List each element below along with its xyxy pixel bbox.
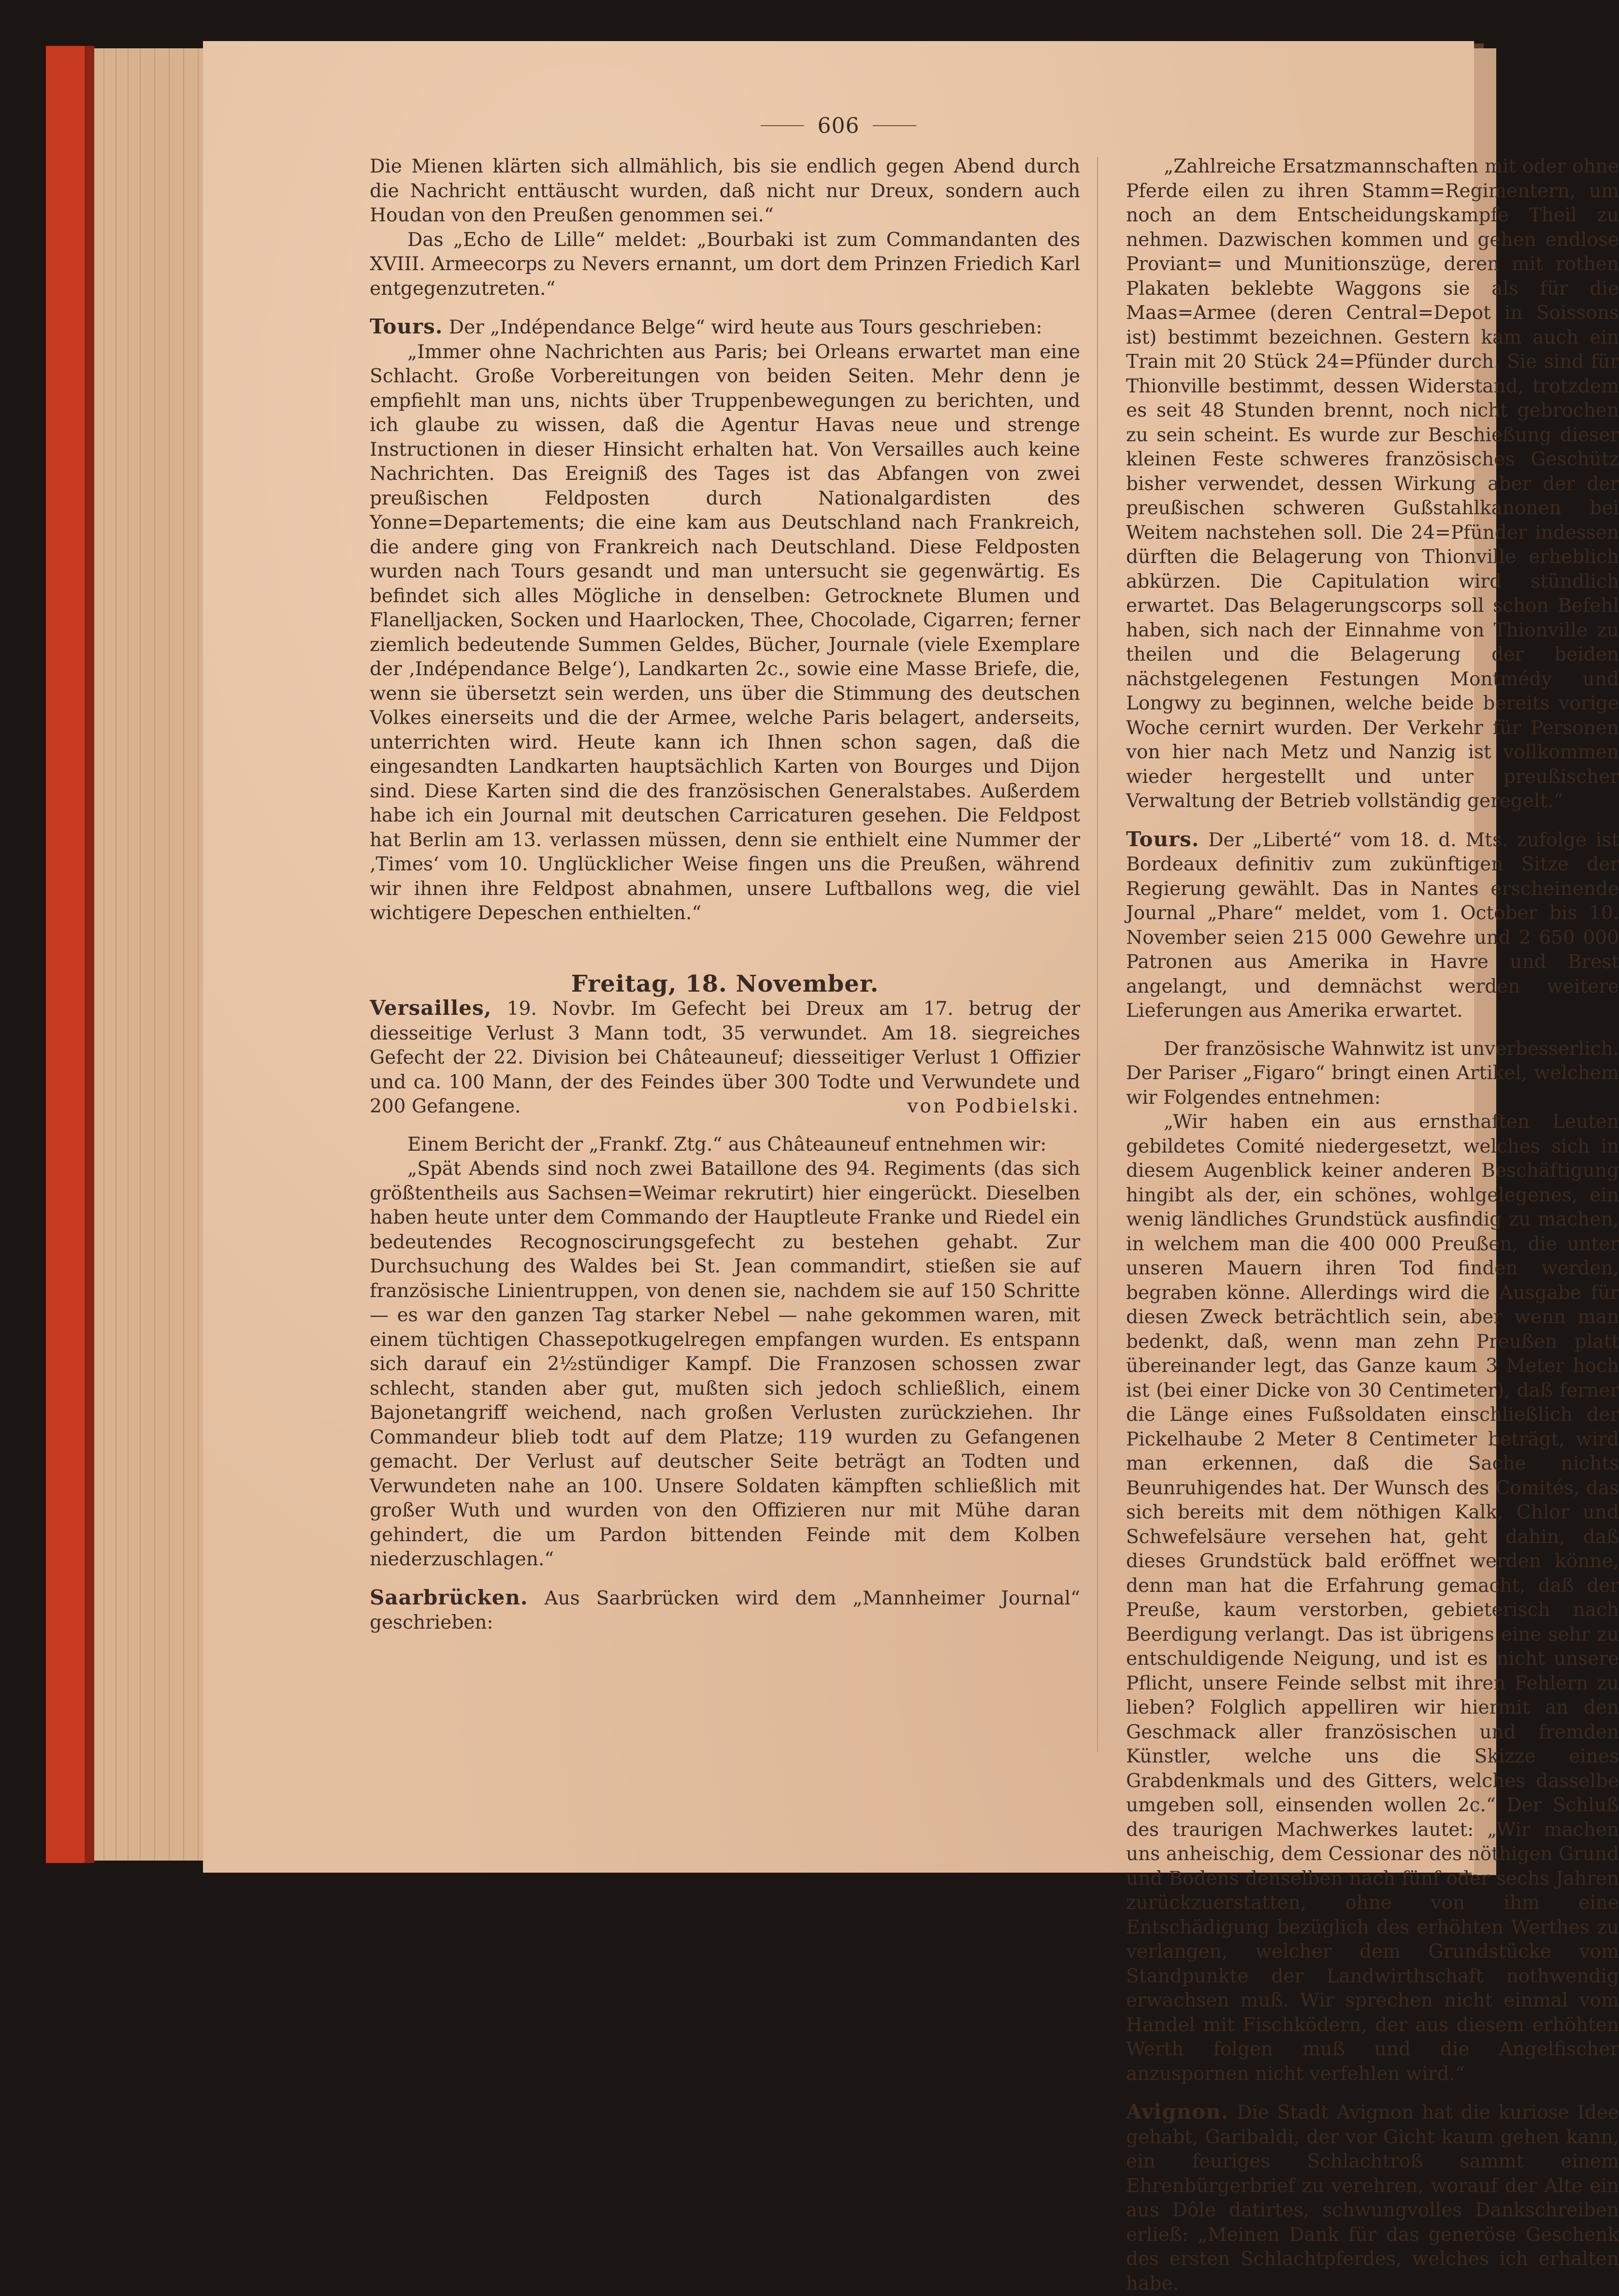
spacer [1126,1024,1619,1037]
paragraph-text: 19. Novbr. Im Gefecht bei Dreux am 17. betrug der diesseitige Verlust 3 Mann todt, 35 verwundet. Am 18. siegreiches Gefecht der 22. Division bei Châteauneuf; diesseitiger Verlust 1 Offizier und ca. 100 Mann, der des Feindes über 300 Todte und Verwundete und 200 Gefangene. [370,998,1080,1117]
paragraph: Der französische Wahnwitz ist unverbesserlich. Der Pariser „Figaro“ bringt einen Artikel, welchem wir Folgendes entnehmen: [1126,1038,1619,1109]
place-heading: Tours. [1126,827,1200,851]
spacer [370,1119,1080,1133]
paragraph: „Immer ohne Nachrichten aus Paris; bei Orleans erwartet man eine Schlacht. Große Vorbereitungen von beiden Seiten. Mehr denn je empfiehlt man uns, nichts über Truppenbewegungen zu berichten, und ich glaube zu wissen, daß die Agentur Havas neue und strenge Instructionen in dieser Hinsicht erhalten hat. Von Versailles auch keine Nachrichten. Das Ereigniß des Tages ist das Abfangen von zwei preußischen Feldposten durch Nationalgardisten des Yonne=Departements; die eine kam aus Deutschland nach Frankreich, die andere ging von Frankreich nach Deutschland. Diese Feldposten wurden nach Tours gesandt und man untersucht sie gegenwärtig. Es befindet sich alles Mögliche in denselben: Getrocknete Blumen und Flanelljacken, Socken und Haarlocken, Thee, Chocolade, Cigarren; ferner ziemlich bedeutende Summen Geldes, Bücher, Journale (viele Exemplare der ‚Indépendance Belge‘), Landkarten 2c., sowie eine Masse Briefe, die, wenn sie übersetzt sein werden, uns über die Stimmung des deutschen Volkes einerseits und die der Armee, welche Paris belagert, anderseits, unterrichten wird. Heute kann ich Ihnen schon sagen, daß die eingesandten Landkarten hauptsächlich Karten von Bourges und Dijon sind. Diese Karten sind die des französischen Generalstabes. Außerdem habe ich ein Journal mit deutschen Carricaturen gesehen. Die Feldpost hat Berlin am 13. verlassen müssen, denn sie enthielt eine Nummer der ‚Times‘ vom 10. Unglücklicher Weise fingen uns die Preußen, während wir ihnen ihre Feldpost abnahmen, unsere Luftballons weg, die viel wichtigere Depeschen enthielten.“ [370,341,1080,924]
paragraph [370,996,1080,1119]
paragraph: Das „Echo de Lille“ meldet: „Bourbaki ist zum Commandanten des XVIII. Armeecorps zu Nevers ernannt, um dort dem Prinzen Friedich Karl entgegenzutreten.“ [370,229,1080,300]
paragraph [1126,827,1619,1024]
paragraph: „Wir haben ein aus ernsthaften Leuten gebildetes Comité niedergesetzt, welches sich in diesem Augenblick keiner anderen Beschäftigung hingibt als der, ein schönes, wohlgelegenes, ein wenig ländliches Grundstück ausfindig zu machen, in welchem man die 400 000 Preußen, die unter unseren Mauern ihren Tod finden werden, begraben könne. Allerdings wird die Ausgabe für diesen Zweck beträchtlich sein, aber wenn man bedenkt, daß, wenn man zehn Preußen platt übereinander legt, das Ganze kaum 3 Meter hoch ist (bei einer Dicke von 30 Centimeter), daß ferner die Länge eines Fußsoldaten einschließlich der Pickelhaube 2 Meter 8 Centimeter beträgt, wird man erkennen, daß die Sache nichts Beunruhigendes hat. Der Wunsch des Comités, das sich bereits mit dem nöthigen Kalk, Chlor und Schwefelsäure versehen hat, geht dahin, daß dieses Grundstück bald eröffnet werden könne, denn man hat die Erfahrung gemacht, daß der Preuße, kaum verstorben, gebieterisch nach Beerdigung verlangt. Das ist übrigens eine sehr zu entschuldigende Neigung, und ist es nicht unsere Pflicht, unsere Feinde selbst mit ihren Fehlern zu lieben? Folglich appelliren wir hiermit an den Geschmack aller französischen und fremden Künstler, welche uns die Skizze eines Grabdenkmals und des Gitters, welches dasselbe umgeben soll, einsenden wollen 2c.“ Der Schluß des traurigen Machwerkes lautet: „Wir machen uns anheischig, dem Cessionar des nöthigen Grund und Bodens denselben nach fünf oder sechs Jahren zurückzuerstatten, ohne von ihm eine Entschädigung bezüglich des erhöhten Werthes zu verlangen, welcher dem Grundstücke vom Standpunkte der Landwirthschaft nothwendig erwachsen muß. Wir sprechen nicht einmal vom Handel mit Fischködern, der aus diesem erhöhten Werth folgen muß und die Angelfischer anzuspornen nicht verfehlen wird.“ [1126,1111,1619,2085]
paragraph [370,1586,1080,1635]
page-number: 606 [817,113,860,138]
paragraph: Einem Bericht der „Frankf. Ztg.“ aus Châteauneuf entnehmen wir: [407,1133,1047,1155]
paragraph-text: Der „Indépendance Belge“ wird heute aus Tours geschrieben: [443,317,1042,338]
header-rule-right [873,125,916,126]
red-book-cover-edge [46,46,89,1863]
paragraph: „Spät Abends sind noch zwei Bataillone des 94. Regiments (das sich größtentheils aus Sachsen=Weimar rekrutirt) hier eingerückt. Dieselben haben heute unter dem Commando der Hauptleute Franke und Riedel ein bedeutendes Recognoscirungsgefecht zu bestehen gehabt. Zur Durchsuchung des Waldes bei St. Jean commandirt, stießen sie auf französische Linientruppen, von denen sie, nachdem sie auf 150 Schritte — es war den ganzen Tag starker Nebel — nahe gekommen waren, mit einem tüchtigen Chassepotkugelregen empfangen wurden. Es entspann sich darauf ein 2½stündiger Kampf. Die Franzosen schossen zwar schlecht, standen aber gut, mußten sich jedoch schließlich, einem Bajonetangriff weichend, nach großen Verlusten zurückziehen. Ihr Commandeur blieb todt auf dem Platze; 119 wurden zu Gefangenen gemacht. Der Verlust auf deutscher Seite beträgt an Todten und Verwundeten nahe an 100. Unsere Soldaten kämpften schließlich mit großer Wuth und wurden von den Offizieren nur mit Mühe daran gehindert, die um Pardon bittenden Feinde mit dem Kolben niederzuschlagen.“ [370,1158,1080,1570]
paragraph: „Zahlreiche Ersatzmannschaften mit oder ohne Pferde eilen zu ihren Stamm=Regimentern, um noch an dem Entscheidungskampfe Theil zu nehmen. Dazwischen kommen und gehen endlose Proviant= und Munitionszüge, deren mit rothen Plakaten beklebte Waggons sie als für die Maas=Armee (deren Central=Depot in Soissons ist) bestimmt bezeichnen. Gestern kam auch ein Train mit 20 Stück 24=Pfünder durch. Sie sind für Thionville bestimmt, dessen Widerstand, trotzdem es seit 48 Stunden brennt, noch nicht gebrochen zu sein scheint. Es wurde zur Beschießung dieser kleinen Feste schweres französisches Geschütz bisher verwendet, dessen Wirkung aber der der preußischen schweren Gußstahlkanonen bei Weitem nachstehen soll. Die 24=Pfünder indessen dürften die Belagerung von Thionville erheblich abkürzen. Die Capitulation wird stündlich erwartet. Das Belagerungscorps soll schon Befehl haben, sich nach der Einnahme von Thionville zu theilen und die Belagerung der beiden nächstgelegenen Festungen Montmédy und Longwy zu beginnen, welche beide bereits vorige Woche cernirt wurden. Der Verkehr für Personen von hier nach Metz und Nanzig ist vollkommen wieder hergestellt und unter preußischer Verwaltung der Betrieb vollständig geregelt.“ [1126,156,1619,812]
dateline-heading: Freitag, 18. November. [571,970,879,997]
signature: von Podbielski. [907,1096,1080,1117]
place-heading: Avignon. [1126,2100,1229,2123]
left-column [370,155,1080,1735]
spacer [370,1572,1080,1586]
spacer [1126,2086,1619,2100]
spacer [1126,814,1619,827]
paragraph [1126,2100,1619,2296]
place-heading: Tours. [370,315,443,338]
book-page [203,41,1619,2295]
spacer [370,301,1080,315]
page-header [203,106,1474,145]
paragraph [370,315,1080,340]
paragraph-text: Der „Liberté“ vom 18. d. Mts. zufolge ist Bordeaux definitiv zum zukünftigen Sitze der Regierung gewählt. Das in Nantes erscheinende Journal „Phare“ meldet, vom 1. October bis 10. November seien 215 000 Gewehre und 2 650 000 Patronen aus Amerika in Havre und Brest angelangt, und demnächst werden weitere Lieferungen aus Amerika erwartet. [1126,829,1619,1022]
red-cover-shadow [85,46,94,1863]
paragraph-text: Aus Saarbrücken wird dem „Mannheimer Journal“ geschrieben: [370,1587,1080,1633]
header-rule-left [761,125,804,126]
spacer [370,926,1080,972]
place-heading: Saarbrücken. [370,1585,528,1609]
page-edges-stack [94,48,208,1861]
paragraph: Die Mienen klärten sich allmählich, bis sie endlich gegen Abend durch die Nachricht enttäuscht wurden, daß nicht nur Dreux, sondern auch Houdan von den Preußen genommen sei.“ [370,156,1080,226]
column-divider [1097,157,1098,1752]
paragraph-text: Die Stadt Avignon hat die kuriose Idee gehabt, Garibaldi, der vor Gicht kaum gehen kann, ein feuriges Schlachtroß sammt einem Ehrenbürgerbrief zu verehren, worauf der Alte ein aus Dôle datirtes, schwungvolles Dankschreiben erließ: „Meinen Dank für das generöse Geschenk des ersten Schlachtpferdes, welches ich erhalten habe. [1126,2102,1619,2295]
place-heading: Versailles, [370,996,492,1020]
right-column [1126,155,1619,2295]
